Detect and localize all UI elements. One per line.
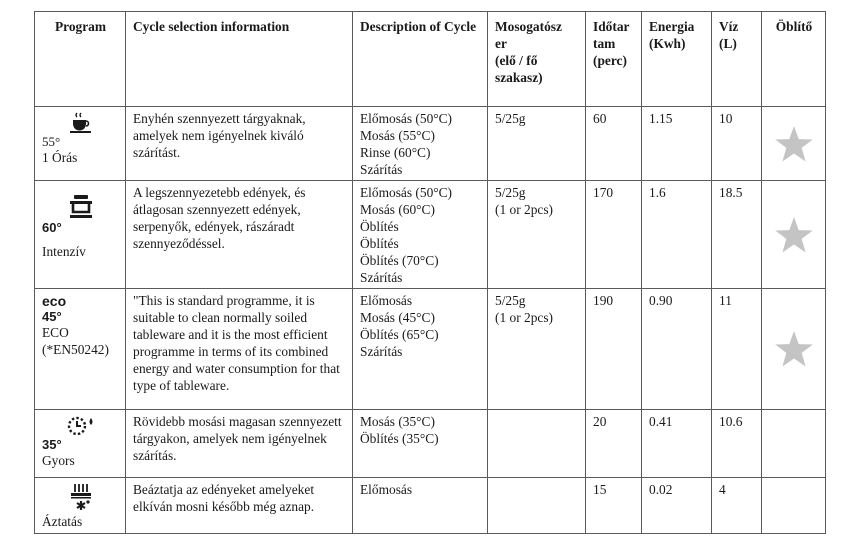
- cycle-info: Beáztatja az edényeket amelyeket elkíván mosni később még aznap.: [126, 478, 353, 534]
- program-name: Áztatás: [42, 514, 83, 529]
- duration-cell: 60: [586, 107, 642, 181]
- program-cell: [35, 107, 126, 181]
- rinse-cell: [762, 478, 826, 534]
- pot-icon: [67, 194, 95, 220]
- cycle-description: Előmosás: [353, 478, 488, 534]
- program-name: ECO: [42, 325, 69, 340]
- header-detergent: [488, 12, 586, 107]
- cycle-info: "This is standard programme, it is suitable to clean normally soiled tableware and it is the most efficient programme in terms of its combined energy and water consumption for that type of tableware.: [126, 289, 353, 410]
- detergent-cell: 5/25g (1 or 2pcs): [488, 181, 586, 289]
- energy-cell: 0.90: [642, 289, 712, 410]
- cycle-info: Rövidebb mosási magasan szennyezett tárgyakon, amelyek nem igényelnek szárítás.: [126, 410, 353, 478]
- program-temp: 55°: [42, 134, 61, 149]
- program-table: [34, 11, 826, 534]
- header-duration-lines: Időtar tam (perc): [593, 19, 630, 68]
- detergent-cell: 5/25g: [488, 107, 586, 181]
- header-program: Program: [35, 12, 126, 107]
- duration-cell: 15: [586, 478, 642, 534]
- star-icon: [775, 126, 813, 162]
- rinse-cell: [762, 410, 826, 478]
- water-cell: 18.5: [712, 181, 762, 289]
- cycle-description: Előmosás Mosás (45°C) Öblítés (65°C) Szárítás: [353, 289, 488, 410]
- header-water-lines: Víz (L): [719, 19, 739, 51]
- duration-cell: 190: [586, 289, 642, 410]
- header-duration: [586, 12, 642, 107]
- table-row: [35, 410, 826, 478]
- header-energy: [642, 12, 712, 107]
- cycle-info: Enyhén szennyezett tárgyaknak, amelyek nem igényelnek kiváló szárítást.: [126, 107, 353, 181]
- star-icon: [775, 331, 813, 367]
- header-energy-lines: Energia (Kwh): [649, 19, 695, 51]
- cycle-description: Előmosás (50°C) Mosás (55°C) Rinse (60°C) Szárítás: [353, 107, 488, 181]
- quick-clock-icon: [66, 415, 96, 437]
- cycle-description: Előmosás (50°C) Mosás (60°C) Öblítés Öblítés Öblítés (70°C) Szárítás: [353, 181, 488, 289]
- cup-plate-icon: [68, 112, 94, 134]
- header-row: [35, 12, 826, 107]
- water-cell: 10: [712, 107, 762, 181]
- cycle-description: Mosás (35°C) Öblítés (35°C): [353, 410, 488, 478]
- detergent-cell: [488, 478, 586, 534]
- duration-cell: 20: [586, 410, 642, 478]
- water-cell: 4: [712, 478, 762, 534]
- water-cell: 11: [712, 289, 762, 410]
- program-temp: 35°: [42, 437, 62, 452]
- cycle-info: A legszennyezetebb edények, és átlagosan szennyezett edények, serpenyők, edények, rászáradt szennyeződéssel.: [126, 181, 353, 289]
- header-cycle-selection: Cycle selection information: [126, 12, 353, 107]
- eco-icon: eco: [42, 293, 67, 309]
- table-row: [35, 289, 826, 410]
- table-row: [35, 478, 826, 534]
- header-description: Description of Cycle: [353, 12, 488, 107]
- header-detergent-lines: Mosogatósz er (elő / fő szakasz): [495, 19, 562, 85]
- energy-cell: 1.6: [642, 181, 712, 289]
- program-cell: [35, 289, 126, 410]
- header-water: [712, 12, 762, 107]
- energy-cell: 1.15: [642, 107, 712, 181]
- program-cell: [35, 478, 126, 534]
- program-standard: (*EN50242): [42, 342, 109, 357]
- detergent-cell: 5/25g (1 or 2pcs): [488, 289, 586, 410]
- water-cell: 10.6: [712, 410, 762, 478]
- program-temp: 45°: [42, 309, 62, 324]
- program-cell: [35, 181, 126, 289]
- program-name: Intenzív: [42, 244, 86, 259]
- program-temp: 60°: [42, 220, 62, 235]
- soak-icon: [68, 483, 94, 513]
- energy-cell: 0.02: [642, 478, 712, 534]
- rinse-cell: [762, 289, 826, 410]
- rinse-cell: [762, 107, 826, 181]
- program-cell: [35, 410, 126, 478]
- program-name: Gyors: [42, 453, 75, 468]
- header-rinse: Öblítő: [762, 12, 826, 107]
- duration-cell: 170: [586, 181, 642, 289]
- table-row: [35, 107, 826, 181]
- detergent-cell: [488, 410, 586, 478]
- star-icon: [775, 217, 813, 253]
- program-name: 1 Órás: [42, 150, 78, 165]
- rinse-cell: [762, 181, 826, 289]
- energy-cell: 0.41: [642, 410, 712, 478]
- table-row: [35, 181, 826, 289]
